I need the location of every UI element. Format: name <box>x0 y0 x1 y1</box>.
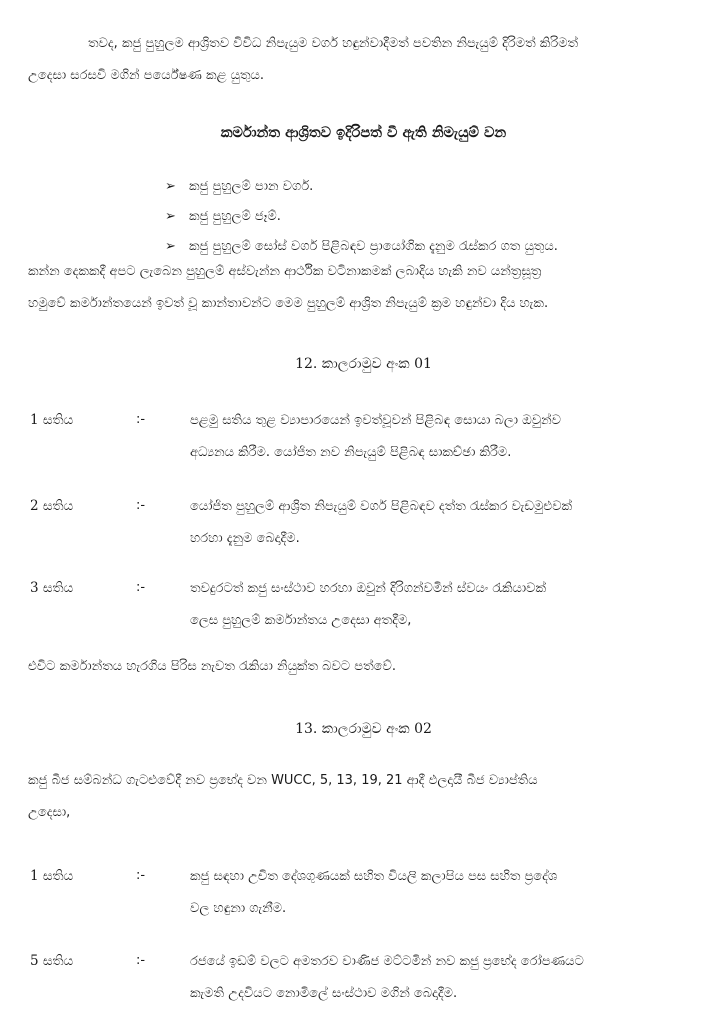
schedule-2-intro-line-2: උදෙසා, <box>28 805 71 820</box>
arrow-bullet-icon: ➢ <box>165 179 176 194</box>
row-desc-line-1: පළමු සතිය තුළ ව්‍යාපාරයෙන් ඉවත්වූවන් පිළිබඳ සොයා බලා ඔවුන්ව <box>190 413 562 428</box>
bullet-item <box>165 174 313 200</box>
row-desc-line-2: කැමති උදවියට නොමිලේ සංස්ථාව මගින් බෙදාදීම. <box>190 986 458 1001</box>
intro-line-1: තවද, කජු පුහුලම ආශ්‍රිතව විවිධ නිපැයුම වර්ග හඳුන්වාදීමත් පවතින නිපැයුම් දිරිමත් කිරිමත් <box>88 36 579 51</box>
week-label: 1 සතිය <box>30 868 74 884</box>
row-desc-line-2: ලෙස පුහුලම් කර්මාන්තය උදෙසා අතදීම, <box>190 613 412 628</box>
bullet-text: කජු පුහුලම් පාන වර්ග. <box>189 179 314 194</box>
bullet-item <box>165 204 281 230</box>
section-heading: කර්මාන්ත ආශ්‍රිතව ඉදිරිපත් වී ඇති නිමැයුම් වන <box>220 125 507 141</box>
schedule-1-title: 12. කාලරාමුව අංක 01 <box>295 356 432 372</box>
bullet-text: කජු පුහුලම් සෝස් වර්ග පිළිබඳව ප්‍රායෝගික දැනුම රැස්කර ගත යුතුය. <box>189 239 558 254</box>
outro-line-1: කන්න දෙකකදී අපට ලැබෙන පුහුලම් අස්වැන්න ආර්ථික වටිනාකමක් ලබාදිය හැකි නව යන්ත්‍රසූත්‍ර <box>28 264 542 279</box>
week-label: 1 සතිය <box>30 412 74 428</box>
separator: :- <box>136 953 146 968</box>
separator: :- <box>136 868 146 883</box>
row-desc-line-2: අධ්‍යනය කිරීම. යෝජිත නව නිපැයුම් පිළිබඳ සාකච්ඡා කිරීම. <box>190 445 512 460</box>
intro-line-2: උදෙසා සරසවි මගින් පර්යේෂණ කළ යුතුය. <box>28 68 265 83</box>
row-desc-line-2: වල හඳුනා ගැනීම. <box>190 901 287 916</box>
row-desc-line-1: කජු සඳහා උචිත දේශගුණයක් සහිත වියලි කලාපිය පස සහිත ප්‍රදේශ <box>190 869 558 884</box>
week-label: 3 සතිය <box>30 580 74 596</box>
week-label: 5 සතිය <box>30 953 74 969</box>
row-desc-line-1: යෝජිත පුහුලම් ආශ්‍රිත නිපැයුම් වර්ග පිළිබඳව දත්ත රැස්කර වැඩමුළුවක් <box>190 499 573 514</box>
row-desc-line-2: හරහා දැනුම බෙදාදීම. <box>190 531 300 546</box>
arrow-bullet-icon: ➢ <box>165 209 176 224</box>
separator: :- <box>136 580 146 595</box>
schedule-2-intro-line-1: කජු බීජ සම්බන්ධ ගැටළුවේදී නව ප්‍රභේද වන WUCC, 5, 13, 19, 21 ආදී ඵලදායී බීජ ව්‍යාප්තිය <box>28 773 538 788</box>
bullet-text: කජු පුහුලම් ජෑම්. <box>189 209 281 224</box>
row-desc-line-1: රජයේ ඉඩම් වලට අමතරව වාණිජ මට්ටමින් නව කජු ප්‍රභේද රෝපණයට <box>190 954 584 969</box>
schedule-1-conclusion: එවිට කර්මාන්තය හැරගිය පිරිස නැවත රැකියා නියුක්ත බවට පත්වේ. <box>28 659 396 674</box>
row-desc-line-1: තවදුරටත් කජු සංස්ථාව හරහා ඔවුන් දිරිගන්වමින් ස්වයං රැකියාවක් <box>190 581 547 596</box>
separator: :- <box>136 498 146 513</box>
week-label: 2 සතිය <box>30 498 74 514</box>
schedule-2-title: 13. කාලරාමුව අංක 02 <box>295 721 432 737</box>
outro-line-2: හමුවේ කර්මාන්තයෙන් ඉවත් වූ කාන්තාවන්ට මෙම පුහුලම් ආශ්‍රිත නිපැයුම් ක්‍රම හඳුන්වා දිය හැක. <box>28 296 549 311</box>
arrow-bullet-icon: ➢ <box>165 239 176 254</box>
separator: :- <box>136 412 146 427</box>
